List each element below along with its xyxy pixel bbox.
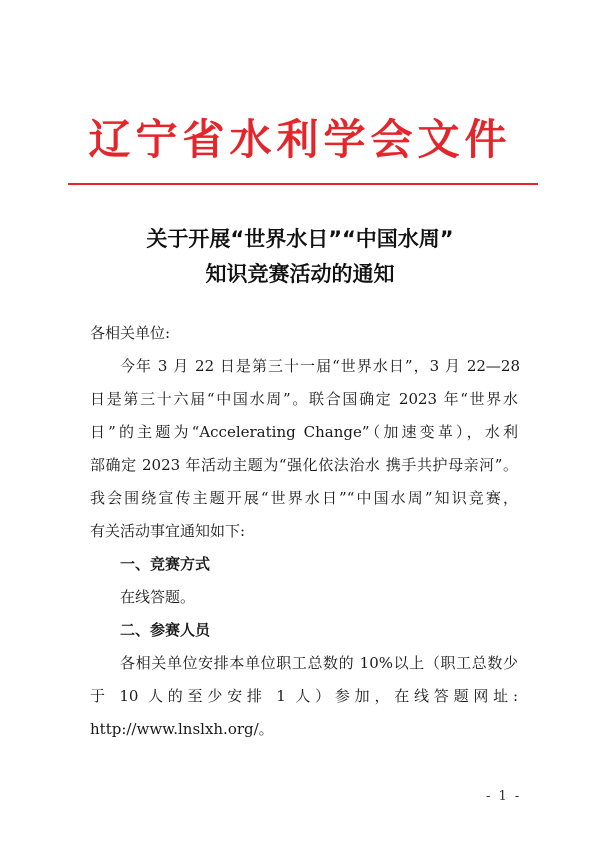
- salutation: 各相关单位:: [90, 324, 171, 342]
- paragraph-line: 我会围绕宣传主题开展“世界水日”“中国水周”知识竞赛，: [90, 489, 518, 507]
- paragraph-line: 于 10 人的至少安排 1 人）参加，在线答题网址:: [90, 687, 518, 705]
- section-text-competition-method: 在线答题。: [120, 588, 196, 606]
- paragraph-line: 部确定 2023 年活动主题为“强化依法治水 携手共护母亲河”。: [90, 456, 518, 474]
- paragraph-line: 今年 3 月 22 日是第三十一届“世界水日”，3 月 22—28: [120, 357, 520, 375]
- notice-title-line-2: 知识竞赛活动的通知: [205, 262, 395, 286]
- paragraph-line: 日”的主题为“Accelerating Change”（加速变革），水利: [90, 423, 518, 441]
- header-red-divider: [68, 183, 538, 185]
- paragraph-line: 各相关单位安排本单位职工总数的 10%以上（职工总数少: [120, 654, 518, 672]
- page-number: - 1 -: [486, 789, 522, 804]
- paragraph-line: 有关活动事宜通知如下:: [90, 522, 246, 540]
- document-header-title: 辽宁省水利学会文件: [88, 115, 512, 164]
- paragraph-line: 日是第三十六届“中国水周”。联合国确定 2023 年“世界水: [90, 390, 518, 408]
- answer-website-url: http://www.lnslxh.org/。: [90, 720, 274, 738]
- section-heading-competition-method: 一、竞赛方式: [120, 555, 211, 573]
- notice-title-line-1: 关于开展“世界水日”“中国水周”: [146, 227, 454, 251]
- section-heading-participants: 二、参赛人员: [120, 621, 211, 639]
